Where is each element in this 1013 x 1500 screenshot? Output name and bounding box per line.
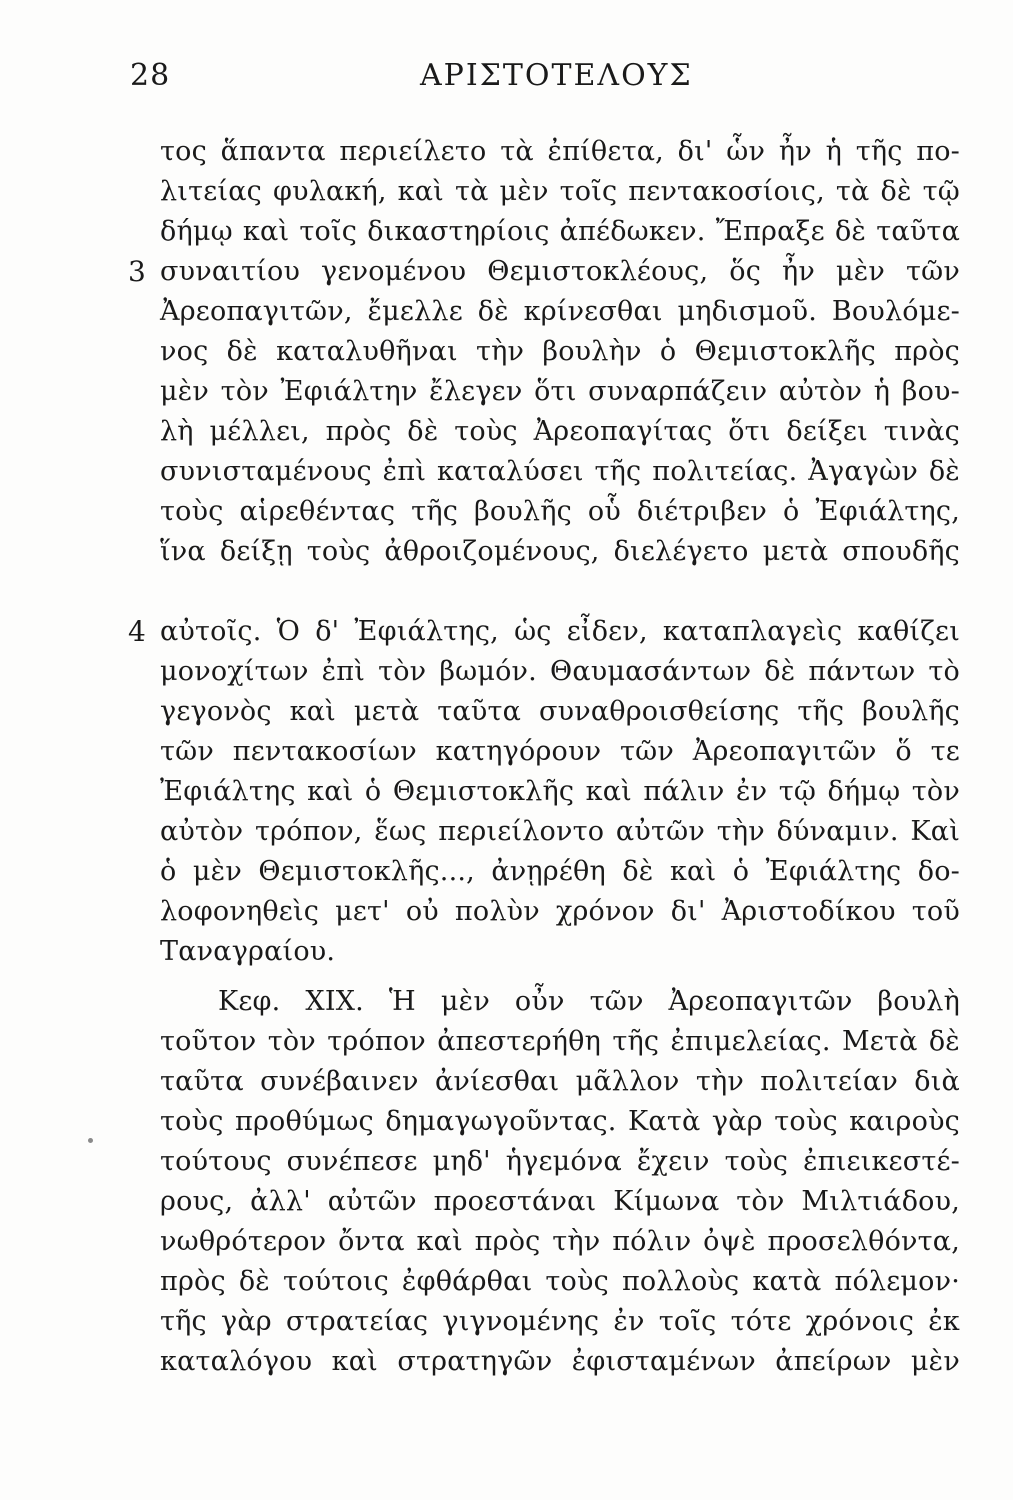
text-line: δήμῳ καὶ τοῖς δικαστηρίοις ἀπέδωκεν. Ἔπραξε δὲ ταῦτα	[160, 216, 960, 247]
text-line: ὁ μὲν Θεμιστοκλῆς..., ἀνῃρέθη δὲ καὶ ὁ Ἐφιάλτης δο-	[160, 856, 960, 887]
text-line: τοὺς αἱρεθέντας τῆς βουλῆς οὗ διέτριβεν ὁ Ἐφιάλτης,	[160, 496, 960, 527]
text-line: καταλόγου καὶ στρατηγῶν ἐφισταμένων ἀπείρων μὲν	[160, 1346, 960, 1377]
text-line: μονοχίτων ἐπὶ τὸν βωμόν. Θαυμασάντων δὲ πάντων τὸ	[160, 656, 960, 687]
section-number-3: 3	[128, 255, 146, 288]
text-line: συναιτίου γενομένου Θεμιστοκλέους, ὅς ἦν μὲν τῶν	[160, 256, 960, 287]
print-speck	[88, 1138, 93, 1143]
text-line: λιτείας φυλακή, καὶ τὰ μὲν τοῖς πεντακοσίοις, τὰ δὲ τῷ	[160, 176, 960, 207]
text-line: συνισταμένους ἐπὶ καταλύσει τῆς πολιτείας. Ἀγαγὼν δὲ	[160, 456, 960, 487]
page-header	[0, 58, 1013, 98]
text-line: Ἀρεοπαγιτῶν, ἔμελλε δὲ κρίνεσθαι μηδισμοῦ. Βουλόμε-	[160, 296, 960, 327]
text-line: τος ἅπαντα περιείλετο τὰ ἐπίθετα, δι' ὧν ἦν ἡ τῆς πο-	[160, 136, 960, 167]
text-line: τῶν πεντακοσίων κατηγόρουν τῶν Ἀρεοπαγιτῶν ὅ τε	[160, 736, 960, 767]
text-line: λοφονηθεὶς μετ' οὐ πολὺν χρόνον δι' Ἀριστοδίκου τοῦ	[160, 896, 960, 927]
text-line: ἵνα δείξῃ τοὺς ἀθροιζομένους, διελέγετο μετὰ σπουδῆς	[160, 536, 960, 567]
text-line: πρὸς δὲ τούτοις ἐφθάρθαι τοὺς πολλοὺς κατὰ πόλεμον·	[160, 1266, 960, 1297]
text-line: τοῦτον τὸν τρόπον ἀπεστερήθη τῆς ἐπιμελείας. Μετὰ δὲ	[160, 1026, 960, 1057]
text-line: νος δὲ καταλυθῆναι τὴν βουλὴν ὁ Θεμιστοκλῆς πρὸς	[160, 336, 960, 367]
text-line: Ταναγραίου.	[160, 936, 336, 967]
text-line: ρους, ἀλλ' αὐτῶν προεστάναι Κίμωνα τὸν Μιλτιάδου,	[160, 1186, 960, 1217]
text-line: νωθρότερον ὄντα καὶ πρὸς τὴν πόλιν ὀψὲ προσελθόντα,	[160, 1226, 960, 1257]
running-title: ΑΡΙΣΤΟΤΕΛΟΥΣ	[420, 58, 693, 93]
text-line: αὐτοῖς. Ὁ δ' Ἐφιάλτης, ὡς εἶδεν, καταπλαγεὶς καθίζει	[160, 616, 960, 647]
text-line: Ἐφιάλτης καὶ ὁ Θεμιστοκλῆς καὶ πάλιν ἐν τῷ δήμῳ τὸν	[160, 776, 960, 807]
text-line: τούτους συνέπεσε μηδ' ἡγεμόνα ἔχειν τοὺς ἐπιεικεστέ-	[160, 1146, 960, 1177]
text-line: μὲν τὸν Ἐφιάλτην ἔλεγεν ὅτι συναρπάζειν αὐτὸν ἡ βου-	[160, 376, 960, 407]
text-line: γεγονὸς καὶ μετὰ ταῦτα συναθροισθείσης τῆς βουλῆς	[160, 696, 960, 727]
text-line: τῆς γὰρ στρατείας γιγνομένης ἐν τοῖς τότε χρόνοις ἐκ	[160, 1306, 960, 1337]
page-number: 28	[130, 58, 171, 93]
text-line: λὴ μέλλει, πρὸς δὲ τοὺς Ἀρεοπαγίτας ὅτι δείξει τινὰς	[160, 416, 960, 447]
text-line: αὐτὸν τρόπον, ἕως περιείλοντο αὐτῶν τὴν δύναμιν. Καὶ	[160, 816, 960, 847]
text-line: τοὺς προθύμως δημαγωγοῦντας. Κατὰ γὰρ τοὺς καιροὺς	[160, 1106, 960, 1137]
text-line: ταῦτα συνέβαινεν ἀνίεσθαι μᾶλλον τὴν πολιτείαν διὰ	[160, 1066, 960, 1097]
chapter-heading-line: Κεφ. XIX. Ἡ μὲν οὖν τῶν Ἀρεοπαγιτῶν βουλὴ	[218, 986, 960, 1017]
section-number-4: 4	[128, 615, 146, 648]
